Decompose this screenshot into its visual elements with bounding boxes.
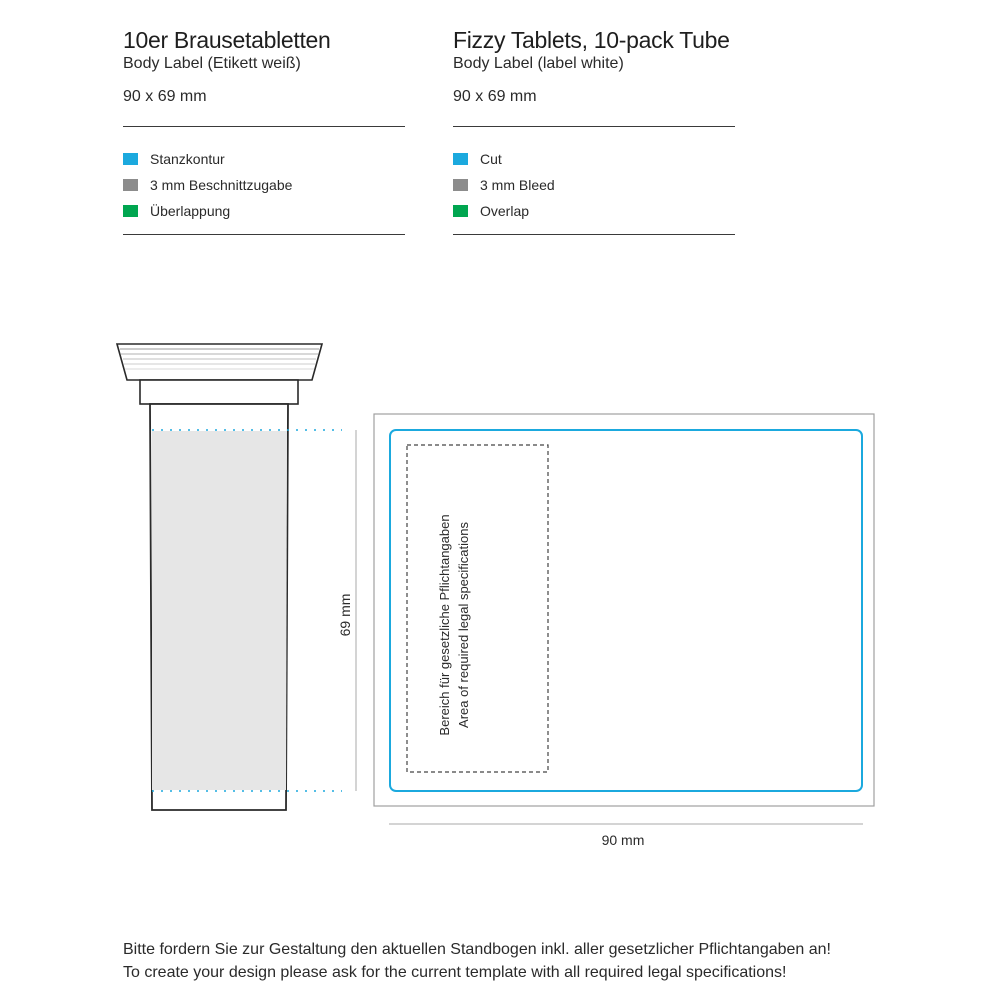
subtitle-english: Body Label (label white) bbox=[453, 55, 624, 72]
label-area-on-tube bbox=[152, 431, 287, 790]
legend-label: Overlap bbox=[480, 203, 530, 219]
footer-line-english: To create your design please ask for the current template with all required legal specifications! bbox=[123, 964, 787, 981]
tube-body bbox=[150, 404, 288, 810]
size-english: 90 x 69 mm bbox=[453, 88, 537, 105]
legend-label: Überlappung bbox=[150, 203, 231, 219]
tube-cap bbox=[117, 344, 322, 404]
legend-label: Stanzkontur bbox=[150, 151, 225, 167]
size-german: 90 x 69 mm bbox=[123, 88, 207, 105]
width-label: 90 mm bbox=[601, 832, 645, 848]
legal-area-label-en: Area of required legal specifications bbox=[456, 522, 471, 728]
height-label: 69 mm bbox=[337, 593, 353, 637]
legend-label: Cut bbox=[480, 151, 502, 167]
subtitle-german: Body Label (Etikett weiß) bbox=[123, 55, 301, 72]
footer-note bbox=[123, 938, 831, 984]
title-english: Fizzy Tablets, 10-pack Tube bbox=[453, 27, 730, 53]
legend-label: 3 mm Bleed bbox=[480, 177, 555, 193]
footer-line-german: Bitte fordern Sie zur Gestaltung den aktuellen Standbogen inkl. aller gesetzlicher Pflichtangaben an! bbox=[123, 941, 831, 958]
legal-area-label-de: Bereich für gesetzliche Pflichtangaben bbox=[437, 514, 452, 736]
title-german: 10er Brausetabletten bbox=[123, 27, 331, 53]
legend-label: 3 mm Beschnittzugabe bbox=[150, 177, 293, 193]
